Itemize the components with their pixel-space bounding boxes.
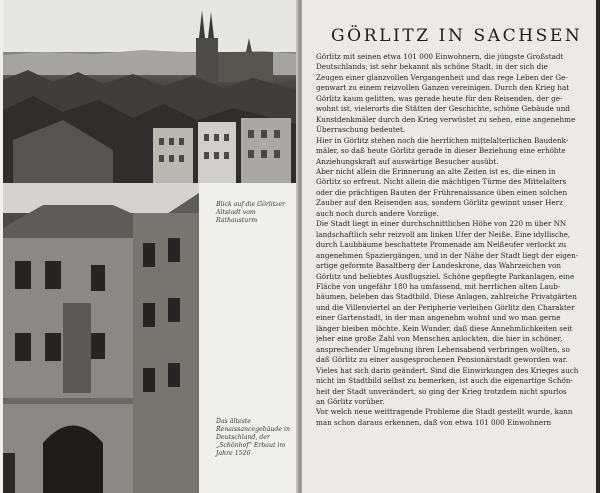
article-body: [316, 52, 584, 428]
text-line: Fläche von ungefähr 180 ha umfassend, mit herrlichen alten Laub-: [316, 281, 561, 291]
text-line: jeher eine große Zahl von Menschen anlockten, die hier in schöner,: [316, 334, 563, 344]
text-line: Zauber auf den Reisenden aus, sondern Görlitz gewinnt unser Herz: [316, 198, 563, 208]
text-line: Hier in Görlitz stehen noch die herrlichen mittelalterlichen Baudenk-: [316, 135, 569, 145]
text-line: genwart zu einem reizvollen Ganzen vereinigen. Durch den Krieg hat: [316, 83, 570, 93]
text-line: wohnt ist, vielerorts die Stätten der Geschichte, schöne Gebäude und: [316, 104, 570, 114]
schoenhof-photo: [3, 183, 199, 493]
text-line: mäler, so daß heute Görlitz gerade in dieser Beziehung eine erhöhte: [316, 146, 566, 156]
text-line: Aber nicht allein die Erinnerung an alte Zeiten ist es, die einen in: [316, 166, 556, 176]
text-line: heit der Stadt unverändert, so ging der Krieg trotzdem nicht spurlos: [316, 386, 567, 396]
text-line: und die Villenviertel an der Peripherie verleihen Görlitz den Charakter: [316, 302, 575, 312]
text-line: daß Görlitz zu einer ausgesprochenen Pensionärstadt geworden war.: [316, 355, 568, 365]
text-line: oder die prächtigen Bauten der Frührenaissance üben einen solchen: [316, 187, 568, 197]
text-line: angenehmen Spaziergängen, und in der Nähe der Stadt liegt der eigen-: [316, 250, 579, 260]
text-line: Vieles hat sich darin geändert. Sind die Einwirkungen des Krieges auch: [316, 365, 579, 375]
text-line: durch Laubbäume beschattete Promenade am Neißeufer verlockt zu: [316, 240, 567, 250]
caption-schoenhof: Das älteste Renaissancegebäude in Deutschland, der „Schönhof“ Erbaut im Jahre 1526: [216, 418, 290, 457]
caption-old-town: Blick auf die Görlitzer Altstadt vom Rathausturm: [216, 201, 286, 224]
text-line: an Görlitz vorüber.: [316, 396, 385, 406]
text-line: ansprechender Umgebung ihren Lebensabend verbringen wollten, so: [316, 344, 570, 354]
text-line: Überraschung bedeutet.: [316, 125, 406, 135]
text-line: Deutschlands, ist sehr bekannt als schöne Stadt, in der sich die: [316, 62, 548, 72]
text-line: auch noch durch andere Vorzüge.: [316, 208, 439, 218]
page-edge: [596, 0, 600, 493]
text-line: Die Stadt liegt in einer durchschnittlichen Höhe von 220 m über NN: [316, 219, 567, 229]
text-line: länger bleiben möchte. Kein Wunder, daß diese Annehmlichkeiten seit: [316, 323, 573, 333]
text-line: artige geformte Basaltberg der Landeskrone, das Wahrzeichen von: [316, 261, 561, 271]
text-line: landschaftlich sehr reizvoll am linken Ufer der Neiße. Eine idyllische,: [316, 229, 571, 239]
text-line: man schon daraus erkennen, daß von etwa 101 000 Einwohnern: [316, 417, 552, 427]
text-line: Kunstdenkmäler durch den Krieg verwüstet zu sehen, eine angenehme: [316, 114, 576, 124]
text-line: Görlitz so erfreut. Nicht allein die mächtigen Türme des Mittelalters: [316, 177, 567, 187]
text-line: bäumen, beleben das Stadtbild. Diese Anlagen, zahlreiche Privatgärten: [316, 292, 577, 302]
old-town-photo: [3, 0, 296, 183]
text-line: Görlitz und beliebtes Ausflugsziel. Schöne gepflegte Parkanlagen, eine: [316, 271, 575, 281]
text-line: Görlitz mit seinen etwa 101 000 Einwohnern, die jüngste Großstadt: [316, 52, 564, 61]
text-line: nicht im Stadtbild selbst zu bemerken, ist auch die eigenartige Schön-: [316, 376, 573, 386]
text-line: Zeugen einer glanzvollen Vergangenheit und das rege Leben der Ge-: [316, 72, 568, 82]
text-line: Vor welch neue weittragende Probleme die Stadt gestellt wurde, kann: [316, 407, 573, 417]
page-title: GÖRLITZ IN SACHSEN: [331, 26, 583, 46]
text-line: Anziehungskraft auf auswärtige Besucher ausübt.: [316, 156, 499, 166]
text-line: einer Gartenstadt, in der man angenehm wohnt und wo man gerne: [316, 313, 561, 323]
text-line: Görlitz kaum gelitten, was gerade heute für den Reisenden, der ge-: [316, 93, 563, 103]
